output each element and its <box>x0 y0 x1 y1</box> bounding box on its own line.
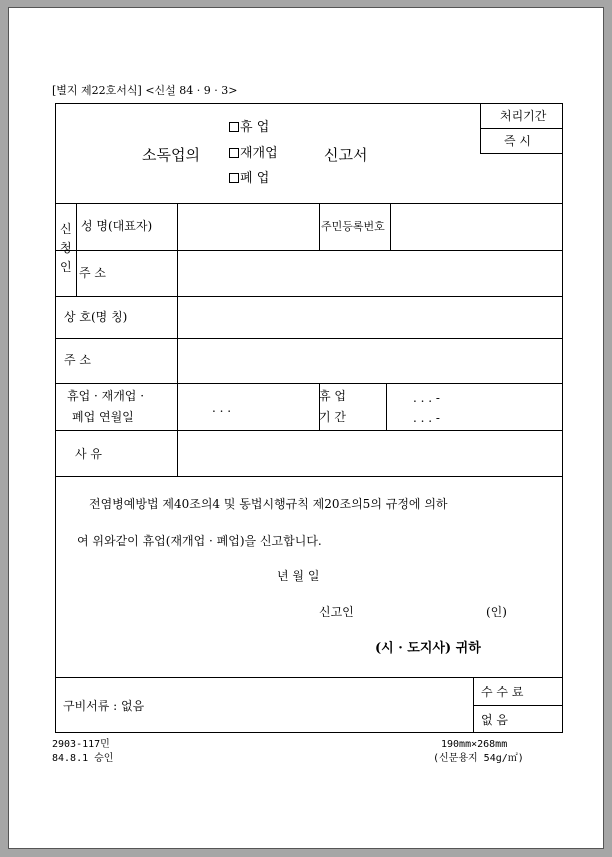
divider <box>55 383 563 384</box>
divider <box>480 153 563 154</box>
applicant-group-label-3: 인 <box>60 260 72 274</box>
applicant-group-label-2: 청 <box>60 241 72 255</box>
form-reference: [별지 제22호서식] <신설 84 · 9 · 3> <box>52 84 238 97</box>
checkbox-suspend[interactable] <box>229 122 239 132</box>
divider <box>55 250 563 251</box>
declaration-line1: 전염병예방법 제40조의4 및 동법시행규칙 제20조의5의 규정에 의하 <box>89 497 448 511</box>
period-field-row2[interactable]: . . . - <box>413 411 440 425</box>
divider <box>386 383 387 430</box>
divider <box>473 705 563 706</box>
title-suffix: 신고서 <box>324 146 368 164</box>
period-label-line1: 휴 업 <box>319 389 346 403</box>
divider <box>319 203 320 250</box>
divider <box>390 203 391 250</box>
date-label-line2: 폐업 연월일 <box>72 410 134 424</box>
divider <box>55 430 563 431</box>
declaration-date: 년 월 일 <box>277 569 320 583</box>
form-code: 2903-117민 <box>52 739 110 750</box>
declarant-label: 신고인 <box>319 605 354 619</box>
paper-size: 190mm×268mm <box>441 739 508 750</box>
fee-value: 없 음 <box>481 713 508 727</box>
option-reopen-label: 재개업 <box>240 146 278 161</box>
divider <box>55 476 563 477</box>
divider <box>480 128 563 129</box>
applicant-address-label: 주 소 <box>79 266 106 280</box>
option-suspend-label: 휴 업 <box>240 120 270 135</box>
period-label-line2: 기 간 <box>319 410 346 424</box>
title-prefix: 소독업의 <box>142 146 200 164</box>
divider <box>55 338 563 339</box>
date-field[interactable]: . . . <box>212 401 232 415</box>
processing-label: 처리기간 <box>500 109 547 123</box>
name-label: 성 명(대표자) <box>81 219 153 233</box>
trade-name-label: 상 호(명 칭) <box>64 310 128 324</box>
checkbox-reopen[interactable] <box>229 148 239 158</box>
business-address-label: 주 소 <box>64 353 91 367</box>
rrn-label: 주민등록번호 <box>321 220 385 233</box>
approval-date: 84.8.1 승인 <box>52 753 114 764</box>
option-suspend <box>229 121 269 135</box>
declaration-line2: 여 위와같이 휴업(재개업 · 폐업)을 신고합니다. <box>77 534 322 548</box>
option-close-label: 폐 업 <box>240 171 270 186</box>
divider <box>55 203 563 204</box>
required-documents: 구비서류 : 없음 <box>63 699 145 713</box>
divider <box>76 203 77 296</box>
checkbox-close[interactable] <box>229 173 239 183</box>
fee-label: 수 수 료 <box>481 685 524 699</box>
form-page <box>8 7 604 849</box>
divider <box>55 677 563 678</box>
divider <box>55 296 563 297</box>
divider <box>177 203 178 476</box>
addressee: (시 · 도지사) 귀하 <box>375 641 481 656</box>
option-close <box>229 172 269 186</box>
date-label-line1: 휴업 · 재개업 · <box>67 389 145 403</box>
processing-value: 즉 시 <box>504 134 531 148</box>
paper-type: (신문용지 54g/㎡) <box>433 753 524 764</box>
seal-mark: (인) <box>486 605 507 619</box>
option-reopen <box>229 147 278 161</box>
period-field-row1[interactable]: . . . - <box>413 391 440 405</box>
applicant-group-label-1: 신 <box>60 222 72 236</box>
reason-label: 사 유 <box>75 447 102 461</box>
